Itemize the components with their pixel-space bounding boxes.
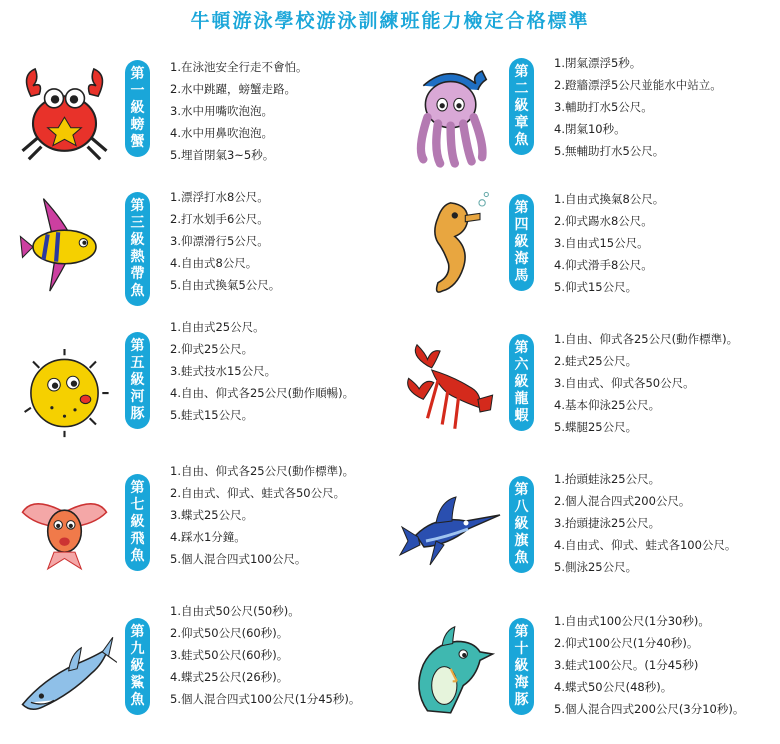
criteria-list: [554, 52, 769, 162]
criteria-item: 1.漂浮打水8公尺。: [170, 190, 269, 204]
level-badge: 第八級旗魚: [509, 476, 534, 573]
criteria-list: [554, 328, 769, 438]
criteria-item: 2.仰式踢水8公尺。: [554, 214, 653, 228]
criteria-item: 5.側泳25公尺。: [554, 560, 638, 574]
level-badge: 第一級螃蟹: [125, 60, 150, 157]
criteria-list: [170, 56, 385, 166]
criteria-item: 1.自由式換氣8公尺。: [554, 192, 665, 206]
criteria-item: 2.蛙式25公尺。: [554, 354, 638, 368]
dolphin-icon: [396, 614, 501, 734]
criteria-list: [170, 186, 385, 296]
criteria-item: 3.輔助打水5公尺。: [554, 100, 653, 114]
seahorse-icon: [396, 188, 501, 308]
criteria-item: 4.自由、仰式各25公尺(動作順暢)。: [170, 386, 355, 400]
criteria-item: 4.水中用鼻吹泡泡。: [170, 126, 273, 140]
criteria-item: 2.仰式100公尺(1分40秒)。: [554, 636, 699, 650]
criteria-item: 5.個人混合四式100公尺。: [170, 552, 307, 566]
level-card-3: [12, 188, 392, 328]
criteria-item: 2.水中跳躍，螃蟹走路。: [170, 82, 296, 96]
level-card-7: [12, 462, 392, 602]
criteria-item: 2.仰式25公尺。: [170, 342, 254, 356]
criteria-item: 5.仰式15公尺。: [554, 280, 638, 294]
criteria-item: 5.蝶腿25公尺。: [554, 420, 638, 434]
criteria-item: 3.自由式15公尺。: [554, 236, 649, 250]
level-card-8: [396, 462, 776, 602]
criteria-item: 3.抬頭捷泳25公尺。: [554, 516, 661, 530]
criteria-list: [170, 316, 370, 426]
criteria-item: 1.自由、仰式各25公尺(動作標準)。: [554, 332, 739, 346]
level-badge: 第九級鯊魚: [125, 618, 150, 715]
criteria-item: 5.自由式換氣5公尺。: [170, 278, 281, 292]
shark-icon: [12, 614, 117, 734]
criteria-list: [554, 610, 779, 720]
criteria-item: 4.閉氣10秒。: [554, 122, 626, 136]
criteria-item: 4.自由式8公尺。: [170, 256, 258, 270]
level-badge: 第二級章魚: [509, 58, 534, 155]
criteria-item: 3.自由式、仰式各50公尺。: [554, 376, 695, 390]
swordfish-icon: [396, 470, 506, 590]
criteria-item: 2.個人混合四式200公尺。: [554, 494, 691, 508]
level-card-5: [12, 322, 392, 462]
criteria-item: 5.埋首閉氣3~5秒。: [170, 148, 275, 162]
criteria-item: 4.仰式滑手8公尺。: [554, 258, 653, 272]
criteria-list: [170, 600, 370, 710]
criteria-item: 3.蛙式技水15公尺。: [170, 364, 277, 378]
level-badge: 第三級熱帶魚: [125, 192, 150, 306]
criteria-item: 5.個人混合四式100公尺(1分45秒)。: [170, 692, 361, 706]
level-badge: 第五級河豚: [125, 332, 150, 429]
criteria-list: [554, 468, 769, 578]
level-card-9: [12, 604, 392, 744]
level-card-6: [396, 322, 776, 462]
level-badge: 第四級海馬: [509, 194, 534, 291]
level-badge: 第七級飛魚: [125, 474, 150, 571]
criteria-item: 4.踩水1分鐘。: [170, 530, 246, 544]
flying-fish-icon: [12, 468, 117, 588]
criteria-item: 3.仰漂滑行5公尺。: [170, 234, 269, 248]
level-card-4: [396, 188, 776, 328]
level-badge: 第十級海豚: [509, 618, 534, 715]
criteria-item: 4.蝶式25公尺(26秒)。: [170, 670, 289, 684]
lobster-icon: [396, 332, 501, 452]
criteria-item: 1.在泳池安全行走不會怕。: [170, 60, 308, 74]
criteria-item: 3.蝶式25公尺。: [170, 508, 254, 522]
criteria-item: 5.無輔助打水5公尺。: [554, 144, 665, 158]
criteria-item: 3.蛙式50公尺(60秒)。: [170, 648, 289, 662]
level-badge: 第六級龍蝦: [509, 334, 534, 431]
criteria-item: 1.閉氣漂浮5秒。: [554, 56, 642, 70]
octopus-icon: [396, 52, 501, 172]
level-card-10: [396, 604, 776, 744]
criteria-item: 1.自由式50公尺(50秒)。: [170, 604, 300, 618]
page-title: 牛頓游泳學校游泳訓練班能力檢定合格標準: [190, 10, 590, 32]
criteria-item: 5.個人混合四式200公尺(3分10秒)。: [554, 702, 745, 716]
criteria-item: 1.自由、仰式各25公尺(動作標準)。: [170, 464, 355, 478]
criteria-list: [554, 188, 769, 298]
pufferfish-icon: [12, 332, 117, 452]
criteria-item: 1.自由式25公尺。: [170, 320, 265, 334]
criteria-item: 4.自由式、仰式、蛙式各100公尺。: [554, 538, 737, 552]
criteria-list: [170, 460, 370, 570]
criteria-item: 3.蛙式100公尺。(1分45秒): [554, 658, 699, 672]
level-card-1: [12, 52, 392, 192]
crab-icon: [12, 52, 117, 172]
criteria-item: 4.蝶式50公尺(48秒)。: [554, 680, 673, 694]
criteria-item: 3.水中用嘴吹泡泡。: [170, 104, 273, 118]
criteria-item: 4.基本仰泳25公尺。: [554, 398, 661, 412]
criteria-item: 1.自由式100公尺(1分30秒)。: [554, 614, 710, 628]
criteria-item: 2.仰式50公尺(60秒)。: [170, 626, 289, 640]
level-card-2: [396, 52, 776, 192]
tropical-fish-icon: [12, 188, 117, 308]
criteria-item: 2.自由式、仰式、蛙式各50公尺。: [170, 486, 346, 500]
criteria-item: 2.蹬牆漂浮5公尺並能水中站立。: [554, 78, 722, 92]
criteria-item: 2.打水划手6公尺。: [170, 212, 269, 226]
criteria-item: 5.蛙式15公尺。: [170, 408, 254, 422]
criteria-item: 1.抬頭蛙泳25公尺。: [554, 472, 661, 486]
